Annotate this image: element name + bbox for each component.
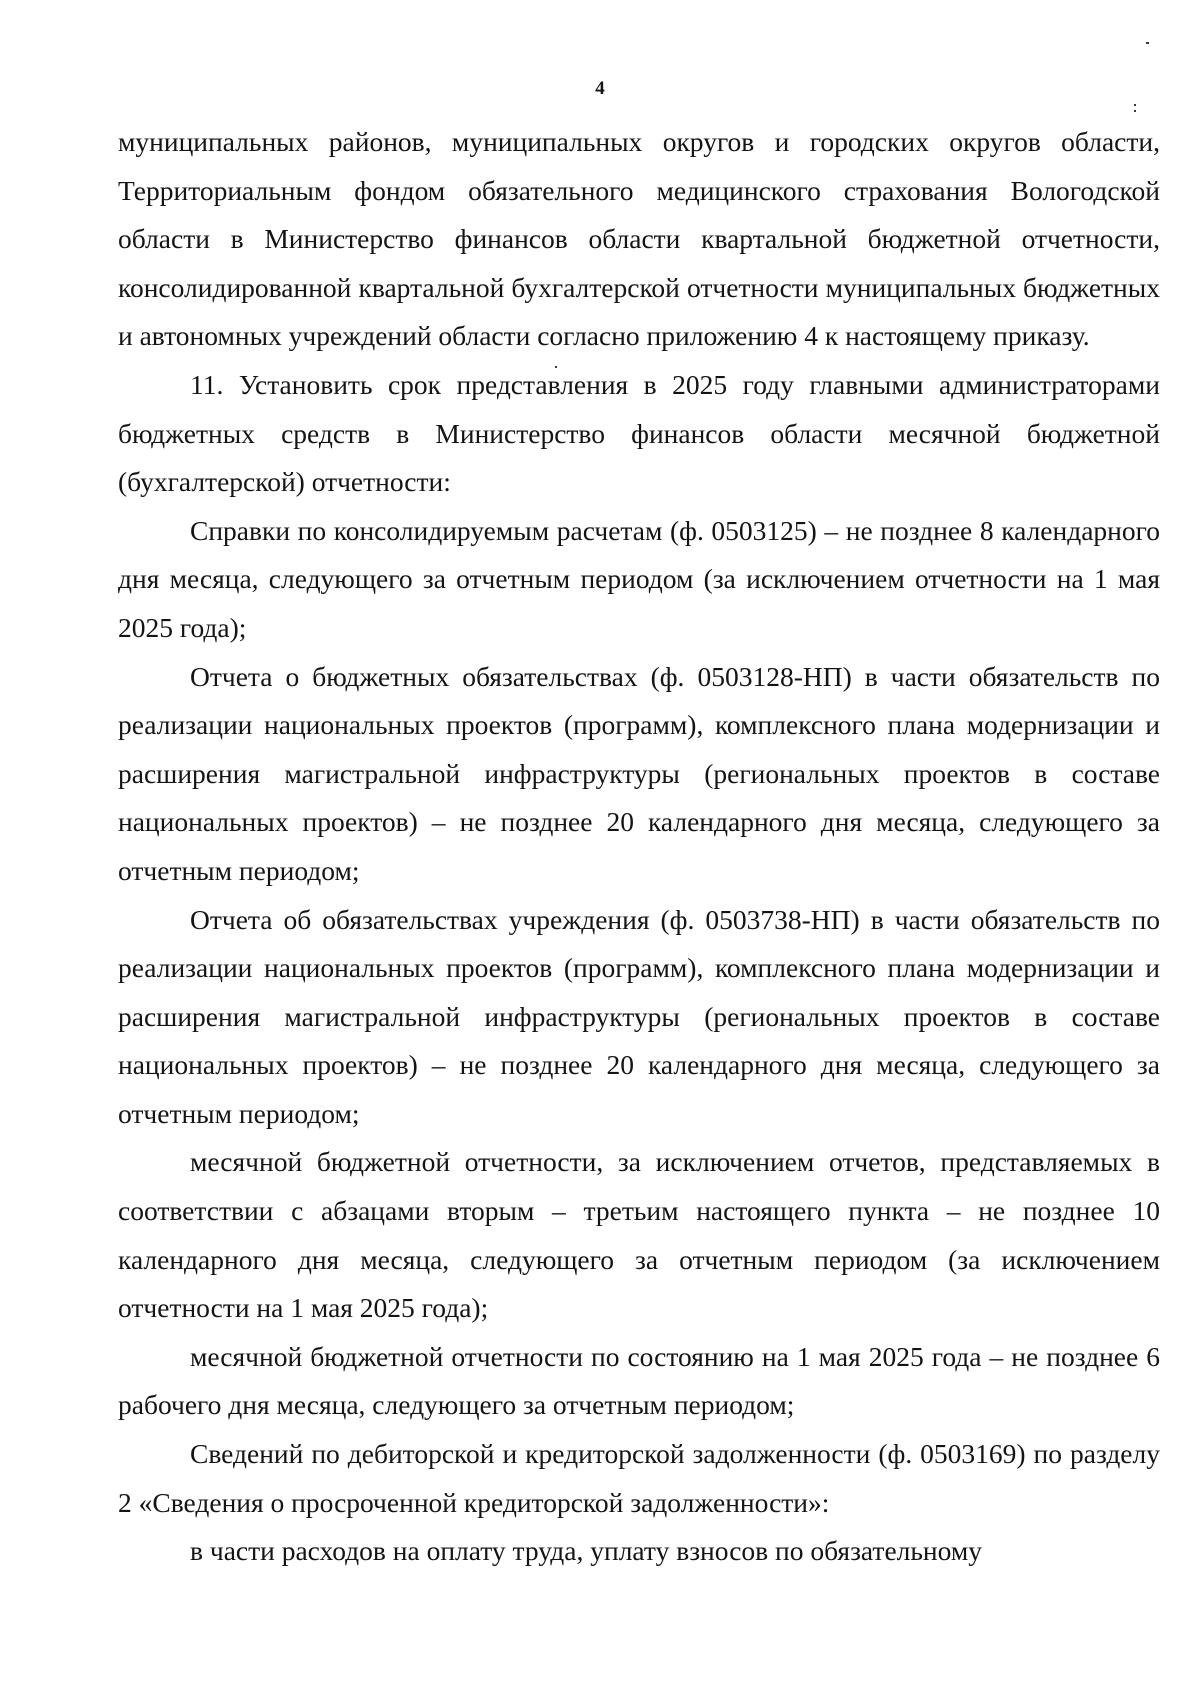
page-number: 4	[595, 78, 605, 99]
paragraph: месячной бюджетной отчетности, за исключением отчетов, представляемых в соответствии с абзацами вторым – третьим настоящего пункта – не позднее 10 календарного дня месяца, следующего за отчетным периодом (за исключением отчетности на 1 мая 2025 года);	[118, 1146, 1160, 1324]
paragraph: Отчета об обязательствах учреждения (ф. 0503738-НП) в части обязательств по реализации национальных проектов (программ), комплексного плана модернизации и расширения магистральной инфраструктуры (региональных проектов в составе национальных проектов) – не позднее 20 календарного дня месяца, следующего за отчетным периодом;	[118, 903, 1160, 1129]
paragraph: месячной бюджетной отчетности по состоянию на 1 мая 2025 года – не позднее 6 рабочего дня месяца, следующего за отчетным периодом;	[118, 1340, 1160, 1421]
paragraph: Справки по консолидируемым расчетам (ф. 0503125) – не позднее 8 календарного дня месяца, следующего за отчетным периодом (за исключением отчетности на 1 мая 2025 года);	[118, 514, 1160, 643]
paragraph: Отчета о бюджетных обязательствах (ф. 0503128-НП) в части обязательств по реализации национальных проектов (программ), комплексного плана модернизации и расширения магистральной инфраструктуры (региональных проектов в составе национальных проектов) – не позднее 20 календарного дня месяца, следующего за отчетным периодом;	[118, 660, 1160, 886]
paragraph: Сведений по дебиторской и кредиторской задолженности (ф. 0503169) по разделу 2 «Сведения о просроченной кредиторской задолженности»:	[118, 1438, 1160, 1518]
scan-speck	[1134, 110, 1136, 112]
document-body	[118, 118, 1160, 1576]
scan-speck	[1146, 42, 1149, 44]
paragraph: в части расходов на оплату труда, уплату взносов по обязательному	[190, 1535, 983, 1567]
paragraph: муниципальных районов, муниципальных округов и городских округов области, Территориальным фондом обязательного медицинского страхования Вологодской области в Министерство финансов области квартальной бюджетной отчетности, консолидированной квартальной бухгалтерской отчетности муниципальных бюджетных и автономных учреждений области согласно приложению 4 к настоящему приказу.	[118, 126, 1160, 352]
scan-speck	[1134, 104, 1136, 106]
paragraph: 11. Установить срок представления в 2025 году главными администраторами бюджетных средств в Министерство финансов области месячной бюджетной (бухгалтерской) отчетности:	[118, 368, 1160, 498]
